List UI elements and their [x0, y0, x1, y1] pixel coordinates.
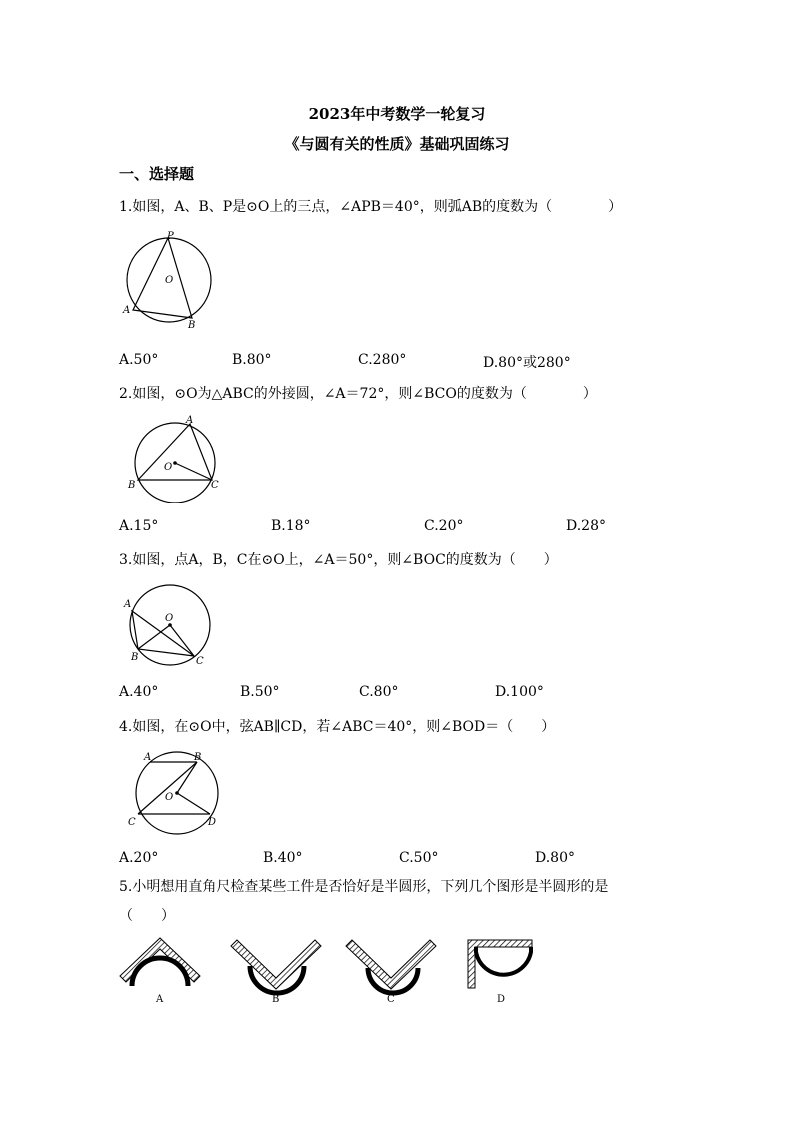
question-3-figure — [118, 580, 218, 670]
label-a: A — [123, 305, 131, 316]
label-d: D — [208, 817, 217, 828]
label-b: B — [188, 320, 196, 331]
label-c: C — [211, 480, 219, 491]
label-b: B — [131, 652, 139, 663]
label-o: O — [164, 462, 173, 473]
label-b: B — [194, 752, 202, 763]
q2-option-a: A.15° — [119, 518, 159, 534]
figure-d-square-on-semicircle — [468, 940, 532, 988]
label-o: O — [165, 792, 174, 803]
figure-label-d: D — [497, 994, 506, 1005]
label-o: O — [165, 613, 174, 624]
q2-option-c: C.20° — [424, 518, 464, 534]
q4-option-b: B.40° — [263, 850, 303, 866]
q4-option-d: D.80° — [535, 850, 575, 866]
figure-label-a: A — [156, 994, 164, 1005]
question-5-figures — [112, 932, 552, 1010]
question-1-figure — [115, 230, 220, 335]
label-c: C — [196, 656, 204, 667]
figure-a-square-on-dome — [120, 938, 200, 986]
page-title: 2023年中考数学一轮复习 — [308, 105, 486, 123]
page-subtitle: 《与圆有关的性质》基础巩固练习 — [284, 135, 510, 153]
q3-option-b: B.50° — [240, 684, 280, 700]
label-a: A — [124, 599, 132, 610]
q3-option-a: A.40° — [119, 684, 159, 700]
label-c: C — [128, 817, 136, 828]
label-o: O — [165, 275, 174, 286]
question-1-text: 1.如图，A、B、P是⊙O上的三点，∠APB＝40°，则弧AB的度数为（ ） — [119, 199, 623, 215]
q1-option-d: D.80°或280° — [483, 355, 571, 371]
q1-option-a: A.50° — [119, 352, 159, 368]
figure-b-square-in-bowl — [231, 940, 321, 993]
figure-label-c: C — [387, 994, 395, 1005]
label-b: B — [128, 480, 136, 491]
q4-option-c: C.50° — [399, 850, 439, 866]
figure-label-b: B — [272, 994, 280, 1005]
section-heading: 一、选择题 — [119, 165, 195, 183]
label-a: A — [144, 752, 152, 763]
q3-option-d: D.100° — [495, 684, 544, 700]
question-3-text: 3.如图，点A，B，C在⊙O上，∠A＝50°，则∠BOC的度数为（ ） — [119, 552, 558, 568]
question-4-text: 4.如图，在⊙O中，弦AB∥CD，若∠ABC＝40°，则∠BOD＝（ ） — [119, 719, 556, 735]
q2-option-b: B.18° — [271, 518, 311, 534]
q2-option-d: D.28° — [566, 518, 606, 534]
question-5-text-line2: （ ） — [119, 908, 175, 924]
question-4-figure — [120, 748, 230, 840]
q4-option-a: A.20° — [119, 850, 159, 866]
question-2-figure — [120, 408, 230, 503]
q1-option-b: B.80° — [232, 352, 272, 368]
label-p: P — [167, 231, 174, 242]
question-5-text: 5.小明想用直角尺检查某些工件是否恰好是半圆形，下列几个图形是半圆形的是 — [119, 879, 609, 895]
figure-c-square-on-arc — [346, 940, 436, 993]
q3-option-c: C.80° — [359, 684, 399, 700]
label-a: A — [186, 415, 194, 426]
question-2-text: 2.如图，⊙O为△ABC的外接圆，∠A＝72°，则∠BCO的度数为（ ） — [119, 386, 597, 402]
q1-option-c: C.280° — [358, 352, 407, 368]
